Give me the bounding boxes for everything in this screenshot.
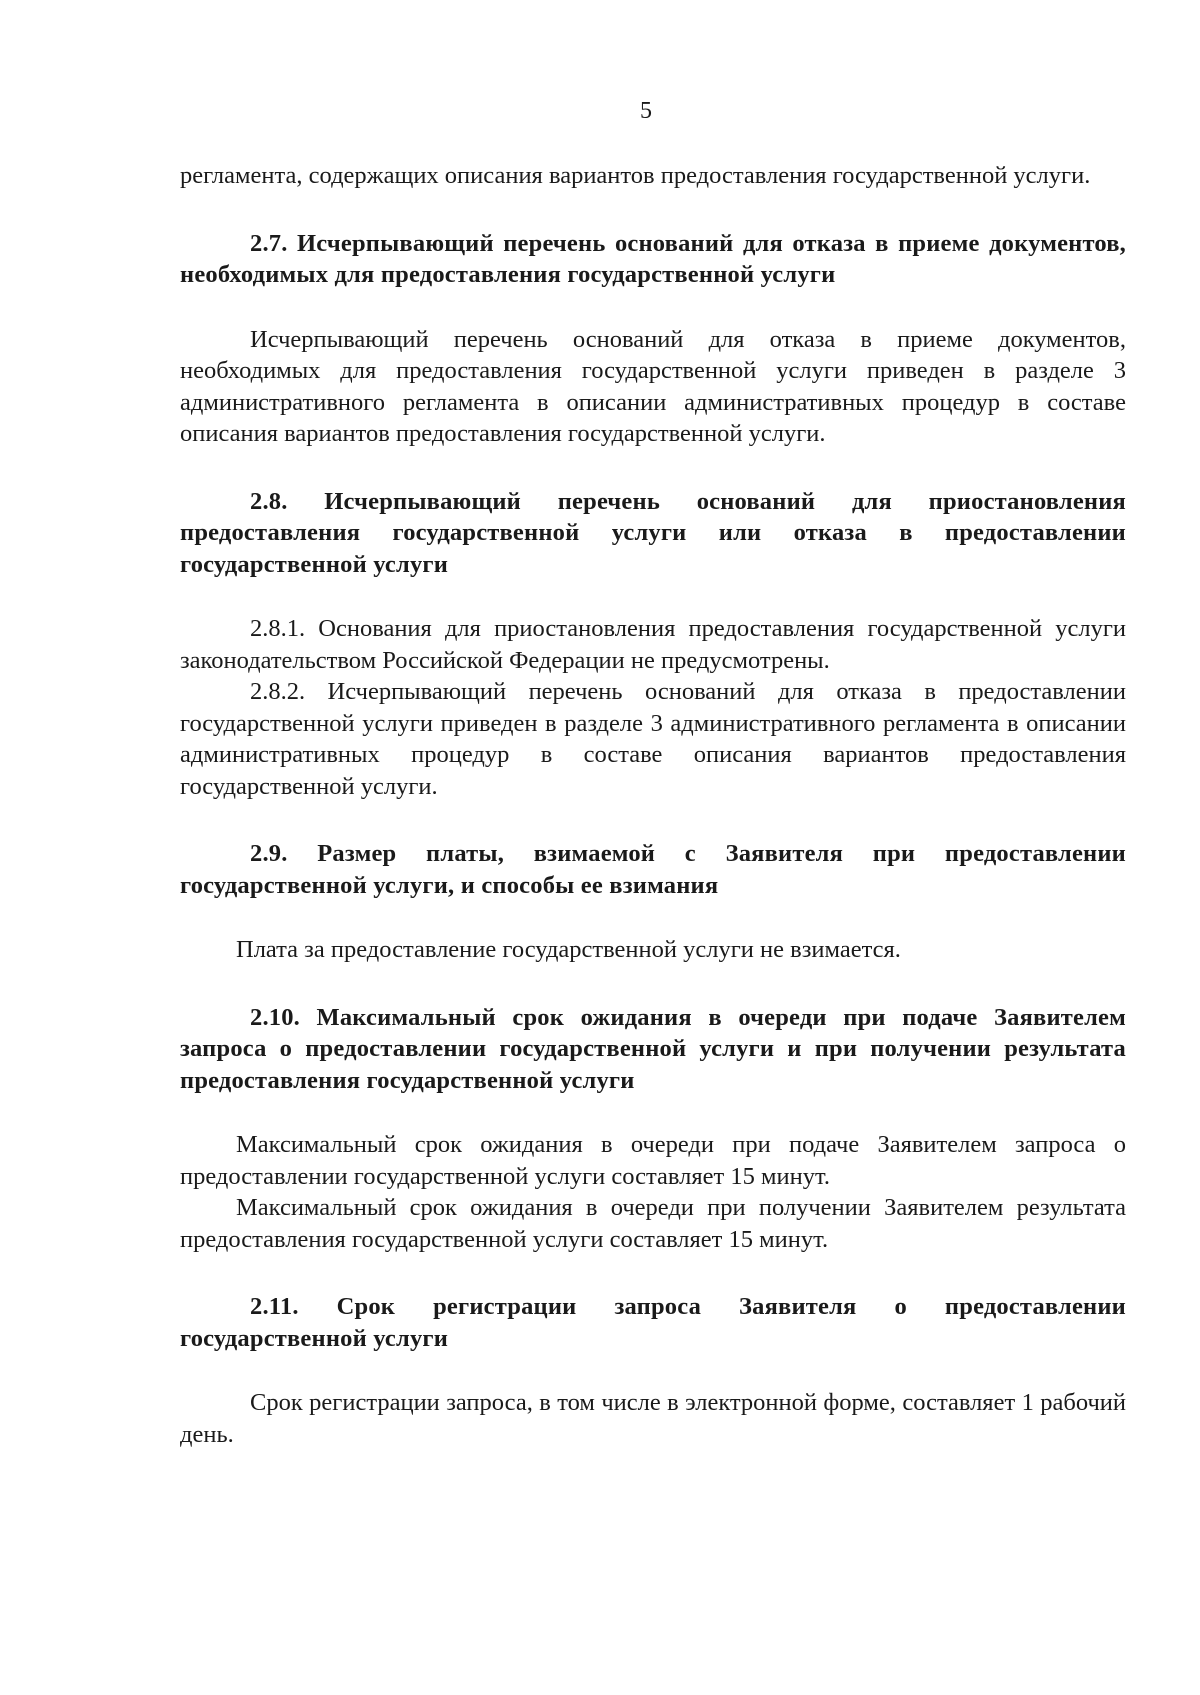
paragraph-2-10-b: Максимальный срок ожидания в очереди при получении Заявителем результата предоставления государственной услуги составляет 15 минут. — [180, 1194, 1126, 1253]
heading-2-9: 2.9. Размер платы, взимаемой с Заявителя при предоставлении государственной услуги, и способы ее взимания — [180, 840, 1126, 899]
heading-2-8: 2.8. Исчерпывающий перечень оснований для приостановления предоставления государственной услуги или отказа в предоставлении государственной услуги — [180, 487, 1126, 578]
paragraph-2-10-a: Максимальный срок ожидания в очереди при подаче Заявителем запроса о предоставлении государственной услуги составляет 15 минут. — [180, 1131, 1126, 1190]
paragraph-2-8-2: 2.8.2. Исчерпывающий перечень оснований для отказа в предоставлении государственной услуги приведен в разделе 3 административного регламента в описании административных процедур в составе описания вариантов предоставления государственной услуги. — [180, 678, 1126, 800]
heading-2-10: 2.10. Максимальный срок ожидания в очереди при подаче Заявителем запроса о предоставлении государственной услуги и при получении результата предоставления государственной услуги — [180, 1003, 1126, 1094]
page-content — [180, 160, 1126, 1450]
paragraph-2-9: Плата за предоставление государственной услуги не взимается. — [236, 936, 901, 963]
heading-2-11: 2.11. Срок регистрации запроса Заявителя о предоставлении государственной услуги — [180, 1293, 1126, 1352]
intro-paragraph: регламента, содержащих описания вариантов предоставления государственной услуги. — [180, 162, 1091, 189]
paragraph-2-8-1: 2.8.1. Основания для приостановления предоставления государственной услуги законодательством Российской Федерации не предусмотрены. — [180, 615, 1126, 674]
page-number: 5 — [640, 98, 652, 124]
heading-2-7: 2.7. Исчерпывающий перечень оснований для отказа в приеме документов, необходимых для предоставления государственной услуги — [180, 229, 1126, 288]
paragraph-2-11: Срок регистрации запроса, в том числе в электронной форме, составляет 1 рабочий день. — [180, 1389, 1126, 1448]
paragraph-2-7: Исчерпывающий перечень оснований для отказа в приеме документов, необходимых для предоставления государственной услуги приведен в разделе 3 административного регламента в описании административных процедур в составе описания вариантов предоставления государственной услуги. — [180, 325, 1126, 447]
